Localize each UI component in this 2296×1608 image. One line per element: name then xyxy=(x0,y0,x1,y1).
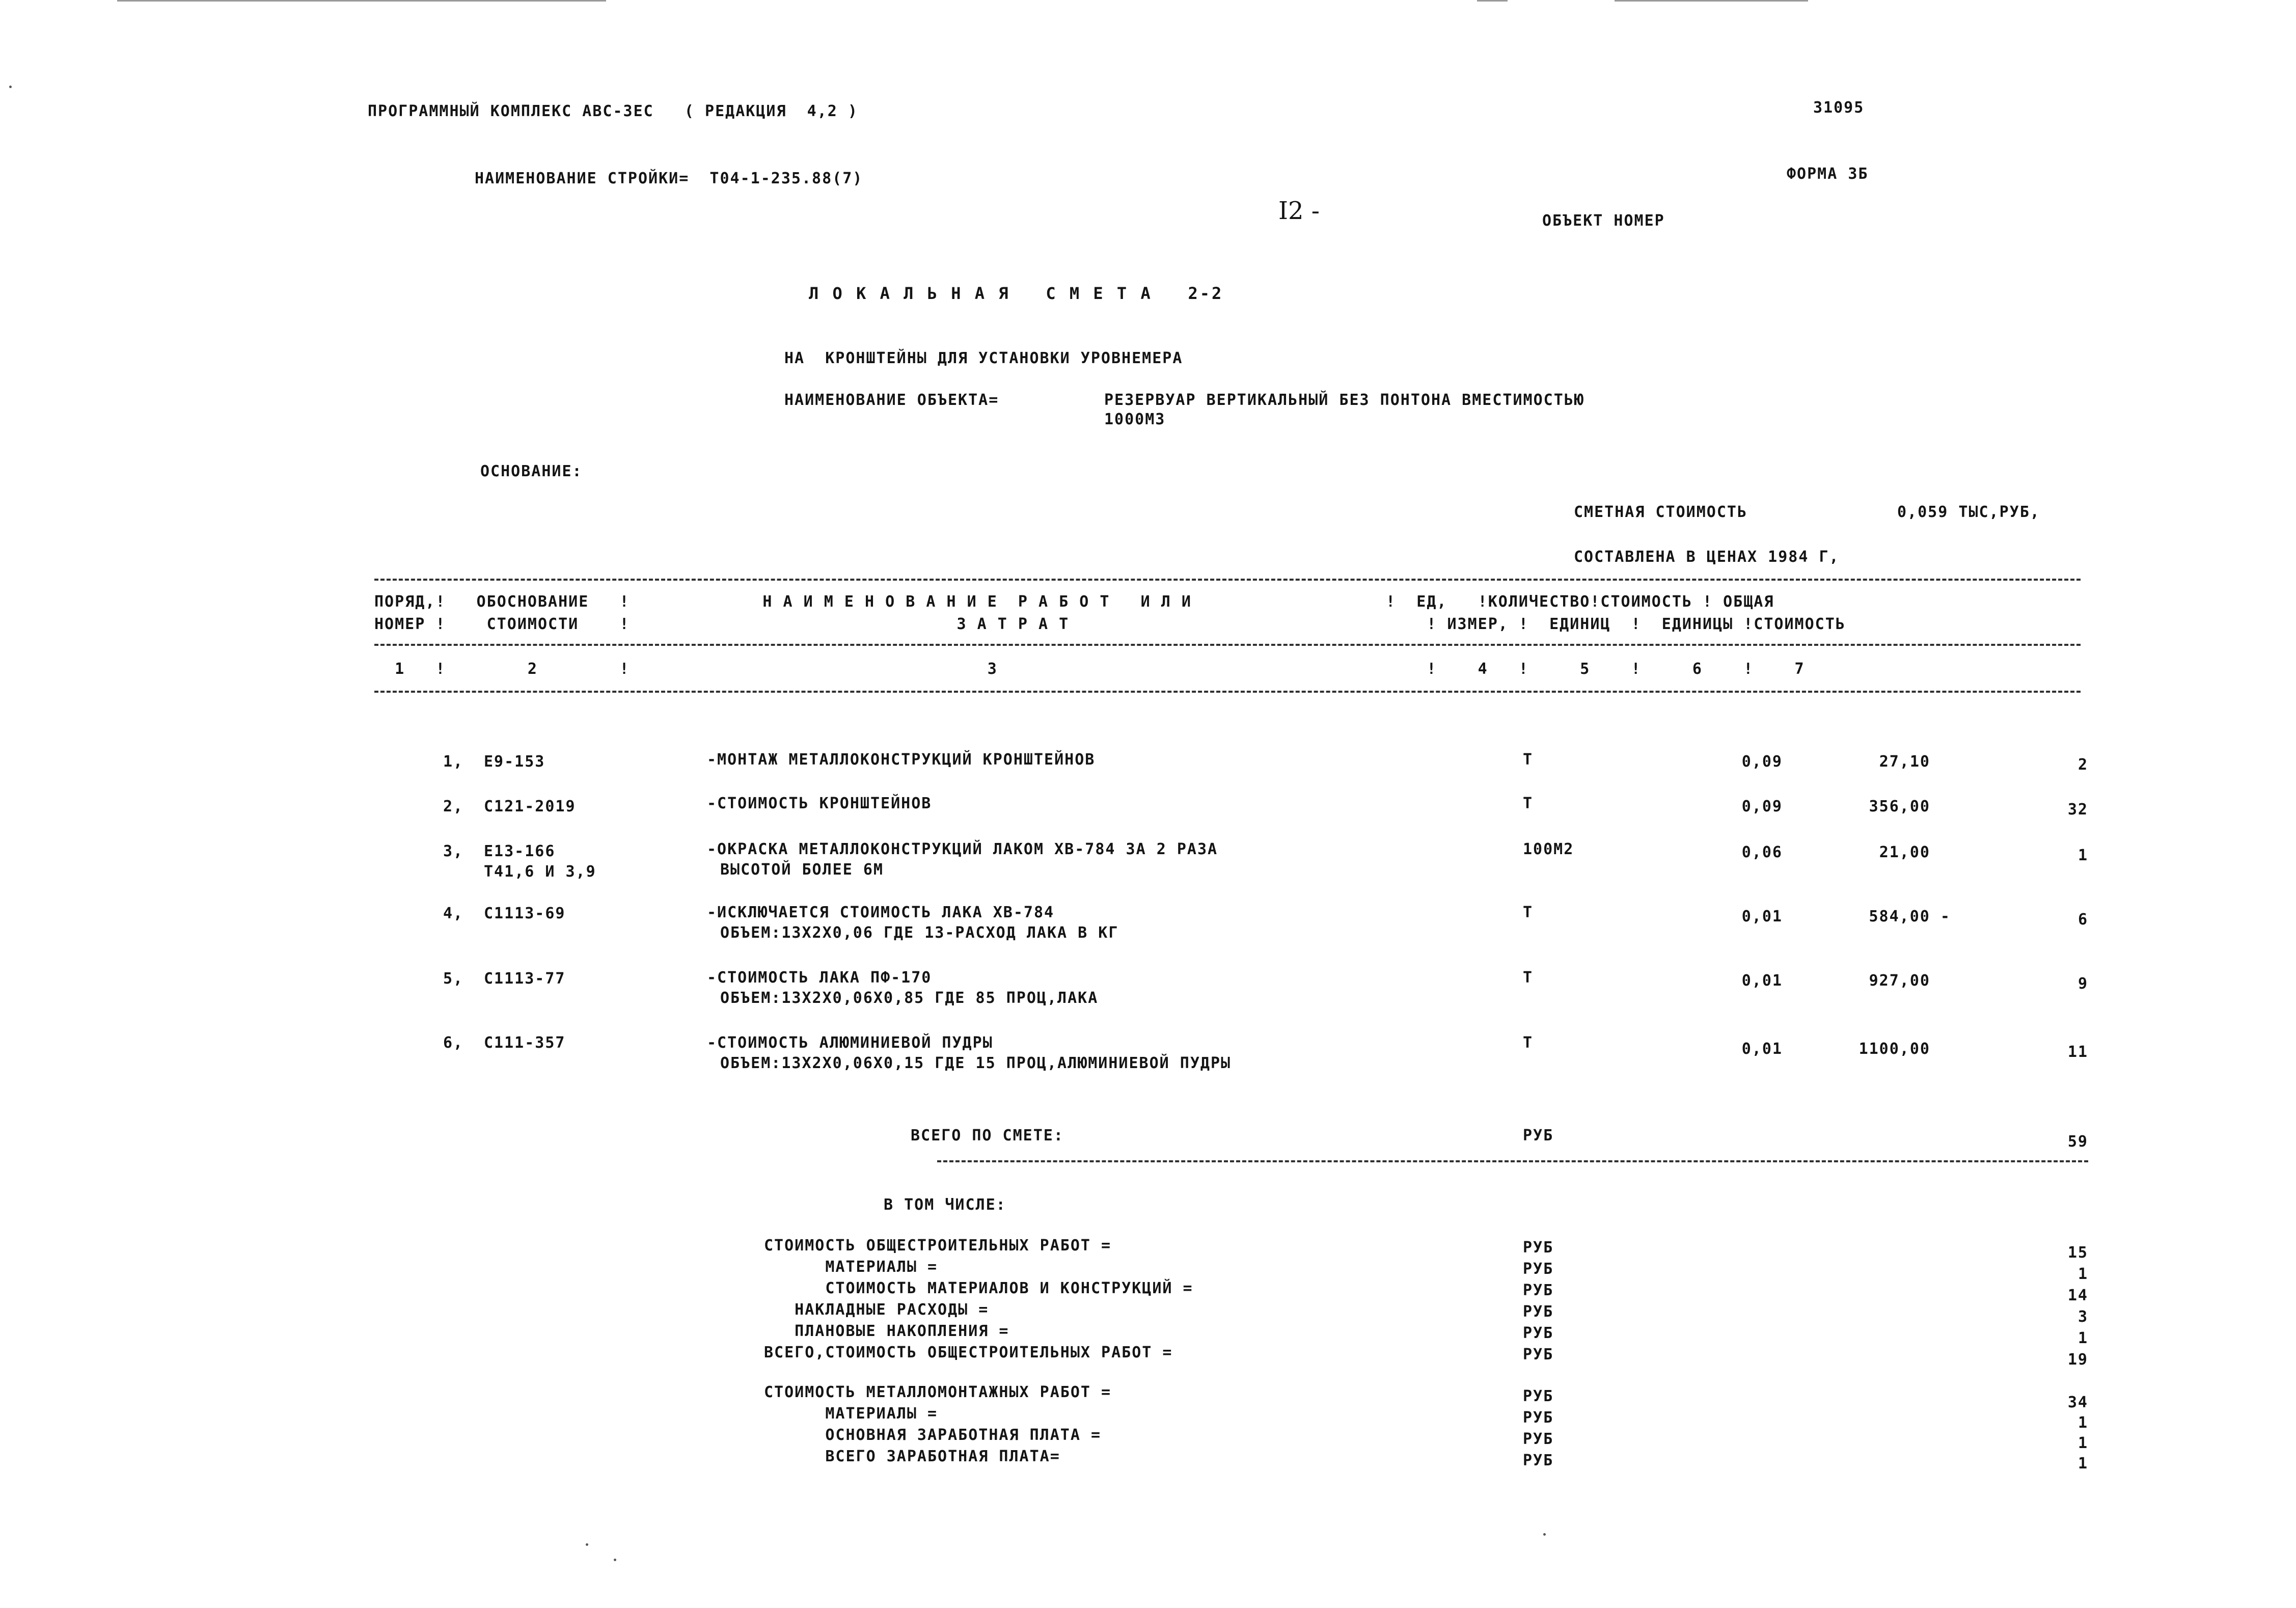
breakdown-unit: РУБ xyxy=(1523,1430,1554,1448)
row-total: 32 xyxy=(2067,801,2088,819)
breakdown-value: 34 xyxy=(2067,1394,2088,1411)
row-number: 1, xyxy=(443,753,464,771)
table-rule xyxy=(374,579,2081,581)
row-name: -СТОИМОСТЬ АЛЮМИНИЕВОЙ ПУДРЫ xyxy=(707,1034,993,1052)
breakdown-label: СТОИМОСТЬ ОБЩЕСТРОИТЕЛЬНЫХ РАБОТ = xyxy=(764,1237,1112,1255)
row-unit: Т xyxy=(1523,904,1534,921)
row-name: -СТОИМОСТЬ ЛАКА ПФ-170 xyxy=(707,969,932,987)
including-label: В ТОМ ЧИСЛЕ: xyxy=(884,1196,1006,1214)
price-level: СОСТАВЛЕНА В ЦЕНАХ 1984 Г, xyxy=(1574,548,1840,566)
object-name-label: НАИМЕНОВАНИЕ ОБЪЕКТА= xyxy=(784,391,999,409)
row-quantity: 0,01 xyxy=(1741,908,1783,925)
row-total: 11 xyxy=(2067,1043,2088,1061)
row-unit-price: 927,00 xyxy=(1869,972,1930,990)
estimate-subject: НА КРОНШТЕЙНЫ ДЛЯ УСТАНОВКИ УРОВНЕМЕРА xyxy=(784,349,1183,367)
breakdown-unit: РУБ xyxy=(1523,1260,1554,1278)
totals-rule xyxy=(937,1160,2088,1162)
row-code-extra: Т41,6 И 3,9 xyxy=(484,863,596,881)
estimated-cost-label: СМЕТНАЯ СТОИМОСТЬ xyxy=(1574,503,1748,521)
row-quantity: 0,09 xyxy=(1741,753,1783,771)
breakdown-label: ПЛАНОВЫЕ НАКОПЛЕНИЯ = xyxy=(764,1322,1009,1340)
row-total: 1 xyxy=(2078,847,2088,864)
breakdown-label: СТОИМОСТЬ МЕТАЛЛОМОНТАЖНЫХ РАБОТ = xyxy=(764,1383,1112,1401)
breakdown-value: 19 xyxy=(2067,1351,2088,1369)
breakdown-unit: РУБ xyxy=(1523,1387,1554,1405)
row-name: -ОКРАСКА МЕТАЛЛОКОНСТРУКЦИЙ ЛАКОМ ХВ-784 ЗА 2 РАЗА xyxy=(707,840,1218,858)
row-quantity: 0,01 xyxy=(1741,972,1783,990)
row-code: С121-2019 xyxy=(484,798,576,815)
row-unit-price: 21,00 xyxy=(1879,843,1930,861)
row-code: Е9-153 xyxy=(484,753,545,771)
breakdown-label: ВСЕГО,СТОИМОСТЬ ОБЩЕСТРОИТЕЛЬНЫХ РАБОТ = xyxy=(764,1344,1173,1361)
scan-edge-line xyxy=(1477,0,1508,2)
total-value: 59 xyxy=(2067,1133,2088,1151)
estimate-title: Л О К А Л Ь Н А Я С М Е Т А 2-2 xyxy=(809,284,1224,303)
breakdown-label: МАТЕРИАЛЫ = xyxy=(764,1258,938,1276)
row-unit-price: 584,00 - xyxy=(1869,908,1951,925)
row-code: С1113-69 xyxy=(484,905,566,922)
construction-name: НАИМЕНОВАНИЕ СТРОЙКИ= Т04-1-235.88(7) xyxy=(475,170,863,187)
breakdown-unit: РУБ xyxy=(1523,1346,1554,1364)
row-unit: Т xyxy=(1523,795,1534,812)
breakdown-value: 1 xyxy=(2078,1414,2088,1432)
row-unit-price: 356,00 xyxy=(1869,798,1930,815)
scan-edge-line xyxy=(1615,0,1808,2)
row-unit: 100М2 xyxy=(1523,840,1574,858)
total-unit: РУБ xyxy=(1523,1127,1554,1144)
row-number: 6, xyxy=(443,1034,464,1052)
scan-speck xyxy=(614,1559,616,1561)
breakdown-value: 14 xyxy=(2067,1287,2088,1304)
row-quantity: 0,09 xyxy=(1741,798,1783,815)
program-name: ПРОГРАММНЫЙ КОМПЛЕКС АВС-3ЕС ( РЕДАКЦИЯ 4,2 ) xyxy=(368,102,858,120)
row-unit-price: 27,10 xyxy=(1879,753,1930,771)
row-unit: Т xyxy=(1523,1034,1534,1052)
row-total: 9 xyxy=(2078,975,2088,993)
row-quantity: 0,01 xyxy=(1741,1040,1783,1058)
breakdown-value: 1 xyxy=(2078,1265,2088,1283)
row-name-extra: ОБЪЕМ:13Х2Х0,06Х0,15 ГДЕ 15 ПРОЦ,АЛЮМИНИЕВОЙ ПУДРЫ xyxy=(720,1054,1232,1072)
breakdown-value: 15 xyxy=(2067,1244,2088,1262)
row-name: -СТОИМОСТЬ КРОНШТЕЙНОВ xyxy=(707,795,932,812)
column-numbers: 1 ! 2 ! 3 ! 4 ! 5 ! 6 ! 7 xyxy=(374,660,1805,678)
row-name-extra: ОБЪЕМ:13Х2Х0,06Х0,85 ГДЕ 85 ПРОЦ,ЛАКА xyxy=(720,989,1099,1007)
object-number-label: ОБЪЕКТ НОМЕР xyxy=(1542,212,1665,230)
table-rule xyxy=(374,644,2081,646)
basis-label: ОСНОВАНИЕ: xyxy=(480,462,583,480)
breakdown-value: 3 xyxy=(2078,1308,2088,1326)
row-number: 5, xyxy=(443,970,464,988)
row-code: Е13-166 xyxy=(484,842,556,860)
breakdown-unit: РУБ xyxy=(1523,1239,1554,1257)
form-label: ФОРМА 3Б xyxy=(1787,165,1869,183)
row-number: 4, xyxy=(443,905,464,922)
breakdown-label: НАКЛАДНЫЕ РАСХОДЫ = xyxy=(764,1301,989,1319)
breakdown-label: ВСЕГО ЗАРАБОТНАЯ ПЛАТА= xyxy=(764,1448,1060,1465)
scan-speck xyxy=(1543,1533,1546,1536)
breakdown-unit: РУБ xyxy=(1523,1324,1554,1342)
object-name-line2: 1000М3 xyxy=(1104,411,1166,428)
breakdown-label: МАТЕРИАЛЫ = xyxy=(764,1405,938,1423)
breakdown-value: 1 xyxy=(2078,1455,2088,1473)
row-code: С1113-77 xyxy=(484,970,566,988)
breakdown-unit: РУБ xyxy=(1523,1409,1554,1427)
scan-edge-line xyxy=(117,0,606,2)
row-code: С111-357 xyxy=(484,1034,566,1052)
row-name: -ИСКЛЮЧАЕТСЯ СТОИМОСТЬ ЛАКА ХВ-784 xyxy=(707,904,1055,921)
breakdown-value: 1 xyxy=(2078,1434,2088,1452)
table-header-line2: НОМЕР ! СТОИМОСТИ ! З А Т Р А Т ! ИЗМЕР, ! ЕДИНИЦ ! ЕДИНИЦЫ !СТОИМОСТЬ xyxy=(374,615,1846,633)
table-header-line1: ПОРЯД,! ОБОСНОВАНИЕ ! Н А И М Е Н О В А Н И Е Р А Б О Т И Л И ! ЕД, !КОЛИЧЕСТВО!СТОИМОСТЬ ! ОБЩАЯ xyxy=(374,593,1774,611)
breakdown-label: СТОИМОСТЬ МАТЕРИАЛОВ И КОНСТРУКЦИЙ = xyxy=(764,1279,1193,1297)
row-unit-price: 1100,00 xyxy=(1858,1040,1930,1058)
row-number: 3, xyxy=(443,842,464,860)
scan-speck xyxy=(9,86,12,88)
row-total: 6 xyxy=(2078,911,2088,929)
breakdown-label: ОСНОВНАЯ ЗАРАБОТНАЯ ПЛАТА = xyxy=(764,1426,1102,1444)
page-number: I2 - xyxy=(1278,197,1320,225)
total-label: ВСЕГО ПО СМЕТЕ: xyxy=(911,1127,1064,1144)
breakdown-value: 1 xyxy=(2078,1329,2088,1347)
row-quantity: 0,06 xyxy=(1741,843,1783,861)
row-number: 2, xyxy=(443,798,464,815)
row-unit: Т xyxy=(1523,969,1534,987)
scan-speck xyxy=(586,1543,588,1546)
row-name-extra: ОБЪЕМ:13Х2Х0,06 ГДЕ 13-РАСХОД ЛАКА В КГ xyxy=(720,924,1119,942)
breakdown-unit: РУБ xyxy=(1523,1303,1554,1321)
table-rule xyxy=(374,691,2081,693)
object-name-line1: РЕЗЕРВУАР ВЕРТИКАЛЬНЫЙ БЕЗ ПОНТОНА ВМЕСТИМОСТЬЮ xyxy=(1104,391,1584,409)
row-unit: Т xyxy=(1523,751,1534,769)
row-total: 2 xyxy=(2078,756,2088,774)
estimated-cost-value: 0,059 ТЫС,РУБ, xyxy=(1897,503,2040,521)
row-name-extra: ВЫСОТОЙ БОЛЕЕ 6М xyxy=(720,861,884,879)
row-name: -МОНТАЖ МЕТАЛЛОКОНСТРУКЦИЙ КРОНШТЕЙНОВ xyxy=(707,751,1096,769)
breakdown-unit: РУБ xyxy=(1523,1282,1554,1299)
document-number: 31095 xyxy=(1813,99,1865,117)
breakdown-unit: РУБ xyxy=(1523,1452,1554,1469)
